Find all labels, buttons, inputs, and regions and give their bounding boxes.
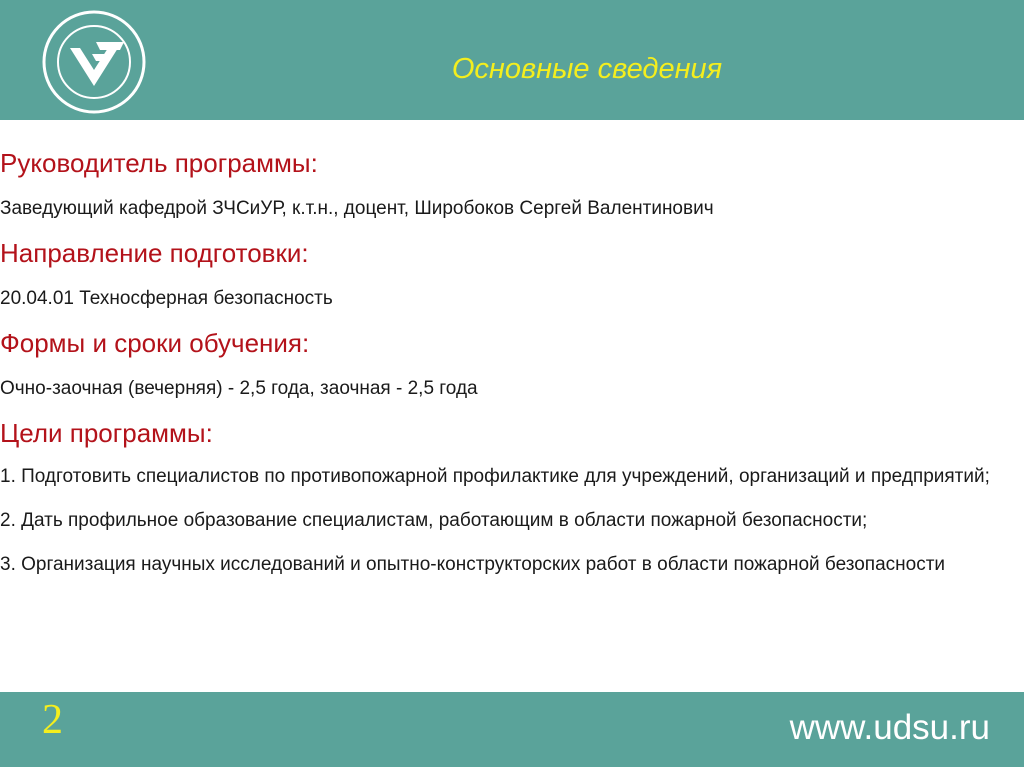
slide-content bbox=[0, 147, 1022, 576]
goal-item: 3. Организация научных исследований и опытно-конструкторских работ в области пожарной безопасности bbox=[0, 554, 946, 575]
goal-item: 2. Дать профильное образование специалистам, работающим в области пожарной безопасности; bbox=[0, 510, 868, 531]
header-band bbox=[0, 0, 1024, 120]
section-heading-study-forms: Формы и сроки обучения: bbox=[0, 328, 310, 358]
section-text-direction: 20.04.01 Техносферная безопасность bbox=[0, 288, 333, 309]
section-heading-leader: Руководитель программы: bbox=[0, 148, 318, 178]
section-heading-direction: Направление подготовки: bbox=[0, 238, 309, 268]
section-heading-goals: Цели программы: bbox=[0, 418, 213, 448]
section-text-study-forms: Очно-заочная (вечерняя) - 2,5 года, заочная - 2,5 года bbox=[0, 378, 478, 399]
website-url: www.udsu.ru bbox=[789, 708, 990, 747]
page-number: 2 bbox=[42, 697, 63, 743]
footer-band bbox=[0, 692, 1024, 767]
slide-title: Основные сведения bbox=[451, 53, 723, 85]
section-text-leader: Заведующий кафедрой ЗЧСиУР, к.т.н., доцент, Широбоков Сергей Валентинович bbox=[0, 198, 714, 219]
goal-item: 1. Подготовить специалистов по противопожарной профилактике для учреждений, организаций и предприятий; bbox=[0, 466, 990, 487]
